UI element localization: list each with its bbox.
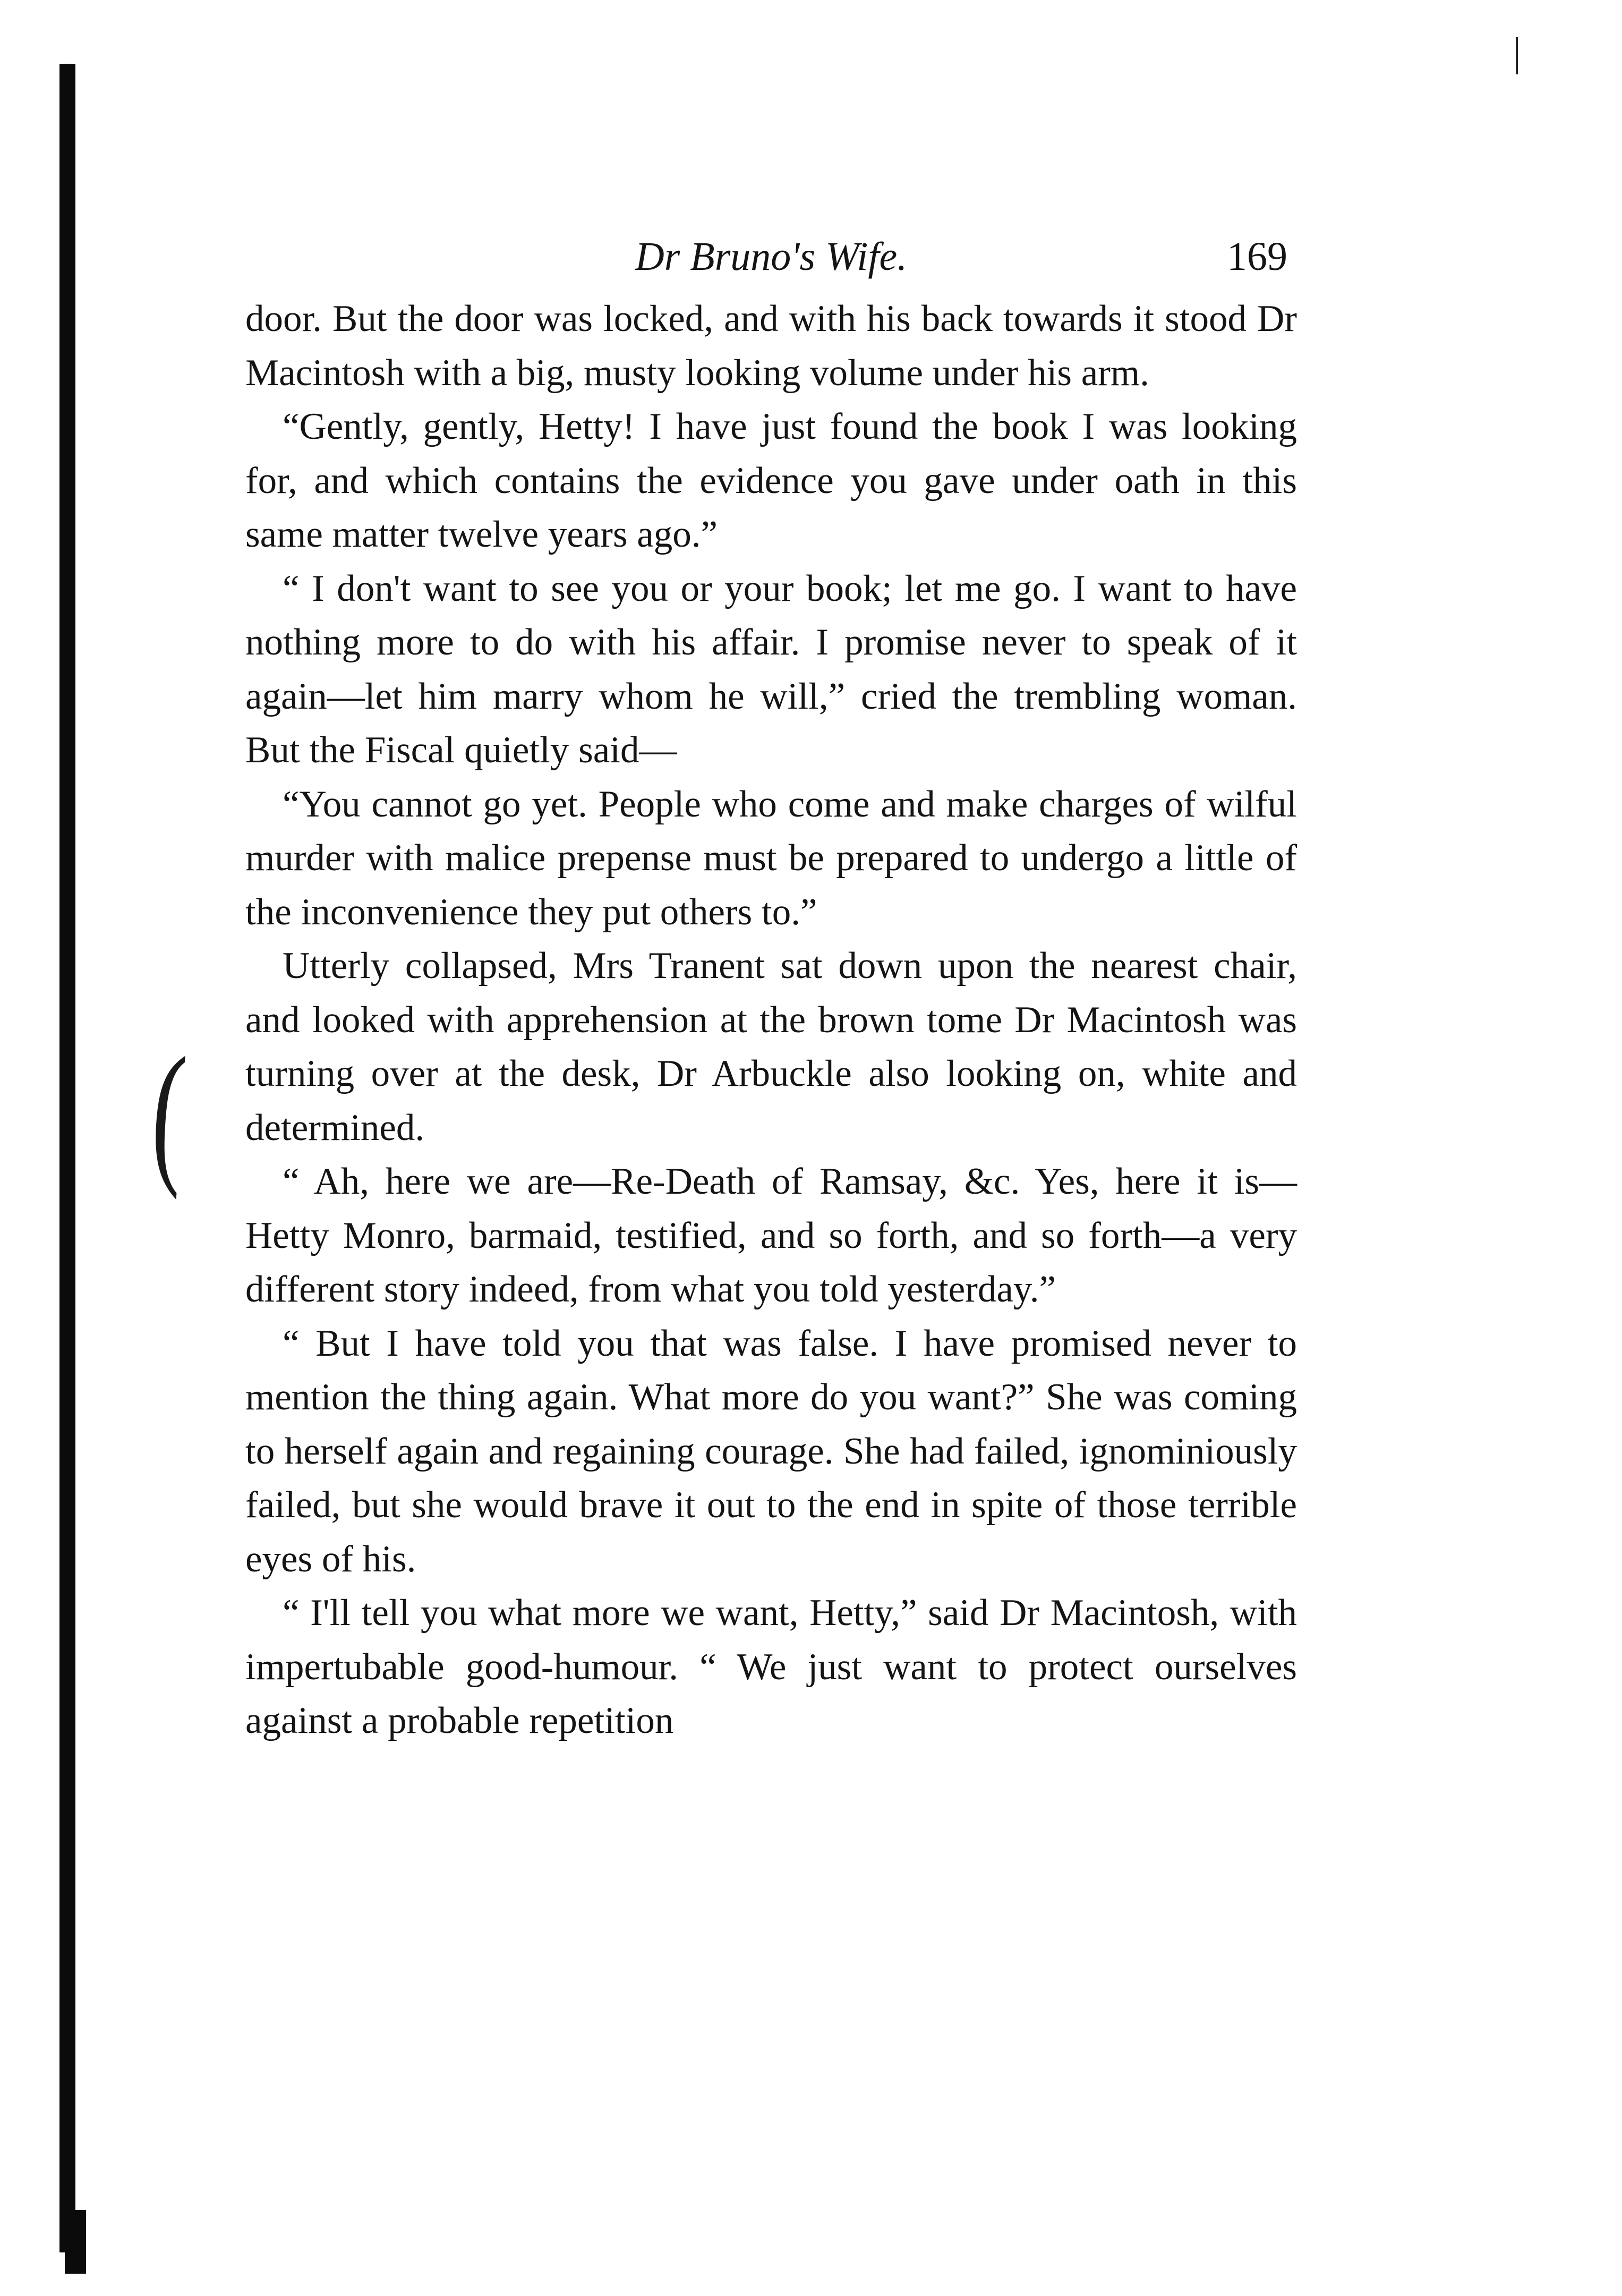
paragraph: “Gently, gently, Hetty! I have just found the book I was looking for, and which contains the evidence you gave under oath in this same matter twelve years ago.” xyxy=(245,406,1297,555)
body-text xyxy=(245,292,1297,1748)
paragraph: “You cannot go yet. People who come and make charges of wilful murder with malice prepense must be prepared to undergo a little of the inconvenience they put others to.” xyxy=(245,783,1297,933)
paragraph: Utterly collapsed, Mrs Tranent sat down upon the nearest chair, and looked with apprehension at the brown tome Dr Macintosh was turning over at the desk, Dr Arbuckle also looking on, white and determined. xyxy=(245,945,1297,1149)
page-binding-edge xyxy=(59,64,75,2252)
margin-bracket-mark: ( xyxy=(147,1019,191,1201)
running-title: Dr Bruno's Wife. xyxy=(635,234,908,279)
paragraph: “ Ah, here we are—Re-Death of Ramsay, &c. Yes, here it is—Hetty Monro, barmaid, testified, and so forth, and so forth—a very different story indeed, from what you told yesterday.” xyxy=(245,1161,1297,1310)
paragraph: “ I don't want to see you or your book; let me go. I want to have nothing more to do with his affair. I promise never to speak of it again—let him marry whom he will,” cried the trembling woman. But the Fiscal quietly said— xyxy=(245,567,1297,771)
paragraph: door. But the door was locked, and with his back towards it stood Dr Macintosh with a big, musty looking volume under his arm. xyxy=(245,298,1297,394)
paragraph: “ But I have told you that was false. I have promised never to mention the thing again. What more do you want?” She was coming to herself again and regaining courage. She had failed, ignominiously failed, but she would brave it out to the end in spite of those terrible eyes of his. xyxy=(245,1322,1297,1580)
book-page xyxy=(245,234,1297,1748)
page-number: 169 xyxy=(1227,234,1287,279)
paragraph: “ I'll tell you what more we want, Hetty,” said Dr Macintosh, with impertubable good-humour. “ We just want to protect ourselves against a probable repetition xyxy=(245,1592,1297,1741)
page-edge-line xyxy=(1516,37,1518,74)
running-head xyxy=(245,234,1297,292)
